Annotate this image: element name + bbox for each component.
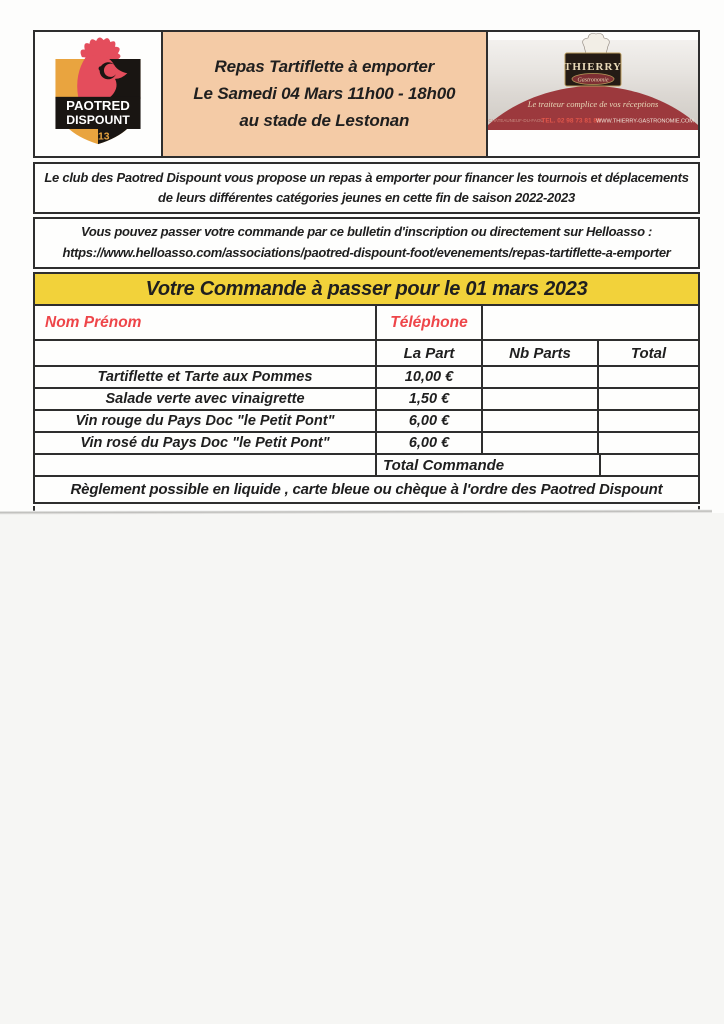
total-commande-label: Total Commande	[375, 455, 599, 475]
order-info-box	[33, 217, 700, 269]
deadline-banner	[35, 274, 698, 306]
total-row	[35, 455, 698, 477]
item-nb-parts-cell	[481, 367, 597, 387]
payment-note: Règlement possible en liquide , carte bleue ou chèque à l'ordre des Paotred Dispount	[70, 481, 663, 498]
table-row-vin-rose	[35, 433, 698, 455]
caterer-website: WWW.THIERRY-GASTRONOMIE.COM	[596, 118, 694, 125]
club-crest-logo	[46, 36, 150, 152]
caterer-city: CHATEAUNEUF-DU-FAOU	[488, 118, 544, 123]
total-amount-cell	[599, 455, 698, 475]
logo-year: 1913	[86, 131, 110, 143]
item-nb-parts-cell	[481, 411, 597, 431]
caterer-card	[488, 32, 698, 130]
name-phone-row	[35, 306, 698, 341]
club-logo-cell	[35, 32, 163, 156]
event-title-line1: Repas Tartiflette à emporter	[214, 57, 435, 76]
column-header-row	[35, 341, 698, 367]
caterer-phone: TEL. 02 98 73 81 89	[541, 117, 601, 125]
rooster-eye	[98, 66, 103, 71]
column-header-la-part: La Part	[375, 341, 481, 365]
item-total-cell	[597, 389, 698, 409]
item-price: 6,00 €	[375, 433, 481, 453]
deadline-banner-text: Votre Commande à passer pour le 01 mars 2023	[145, 277, 588, 300]
table-row-vin-rouge	[35, 411, 698, 433]
item-price: 10,00 €	[375, 367, 481, 387]
item-total-cell	[597, 411, 698, 431]
event-title-cell	[163, 32, 488, 156]
header-box	[33, 30, 700, 158]
item-nb-parts-cell	[481, 433, 597, 453]
order-table	[33, 272, 700, 504]
chef-hat-icon	[583, 34, 610, 55]
caterer-subname: Gastronomie	[577, 77, 609, 84]
item-total-cell	[597, 433, 698, 453]
event-title-line2: Le Samedi 04 Mars 11h00 - 18h00	[193, 84, 456, 103]
phone-input-area	[481, 306, 698, 339]
item-label: Salade verte avec vinaigrette	[105, 391, 305, 407]
scan-page-edge	[0, 509, 712, 514]
item-label: Vin rosé du Pays Doc "le Petit Pont"	[80, 435, 330, 451]
caterer-logo-cell	[488, 32, 698, 156]
table-row-tartiflette	[35, 367, 698, 389]
logo-name-line1: PAOTRED	[65, 98, 130, 114]
item-label: Vin rouge du Pays Doc "le Petit Pont"	[75, 413, 335, 429]
table-row-salade	[35, 389, 698, 411]
item-column-spacer	[35, 341, 375, 365]
phone-label: Téléphone	[375, 306, 481, 339]
order-info-url: https://www.helloasso.com/associations/paotred-dispount-foot/evenements/repas-tartiflette-a-emporter	[62, 245, 671, 260]
event-title-line3: au stade de Lestonan	[239, 111, 410, 130]
item-nb-parts-cell	[481, 389, 597, 409]
caterer-tagline: Le traiteur complice de vos réceptions	[527, 99, 659, 109]
payment-note-row	[35, 477, 698, 502]
order-info-line1: Vous pouvez passer votre commande par ce bulletin d'inscription ou directement sur Helloasso :	[80, 224, 653, 240]
item-price: 1,50 €	[375, 389, 481, 409]
logo-name-line2: DISPOUNT	[66, 113, 130, 128]
intro-box	[33, 162, 700, 214]
caterer-name: THIERRY	[564, 61, 622, 73]
item-label: Tartiflette et Tarte aux Pommes	[97, 369, 313, 385]
item-total-cell	[597, 367, 698, 387]
item-price: 6,00 €	[375, 411, 481, 431]
intro-text: Le club des Paotred Dispount vous propose un repas à emporter pour financer les tournois et déplacements de leurs différentes catégories jeunes en cette fin de saison 2022-2023	[44, 169, 689, 205]
name-label: Nom Prénom	[45, 313, 142, 331]
column-header-total: Total	[597, 341, 698, 365]
total-row-spacer	[35, 455, 375, 475]
column-header-nb-parts: Nb Parts	[481, 341, 597, 365]
